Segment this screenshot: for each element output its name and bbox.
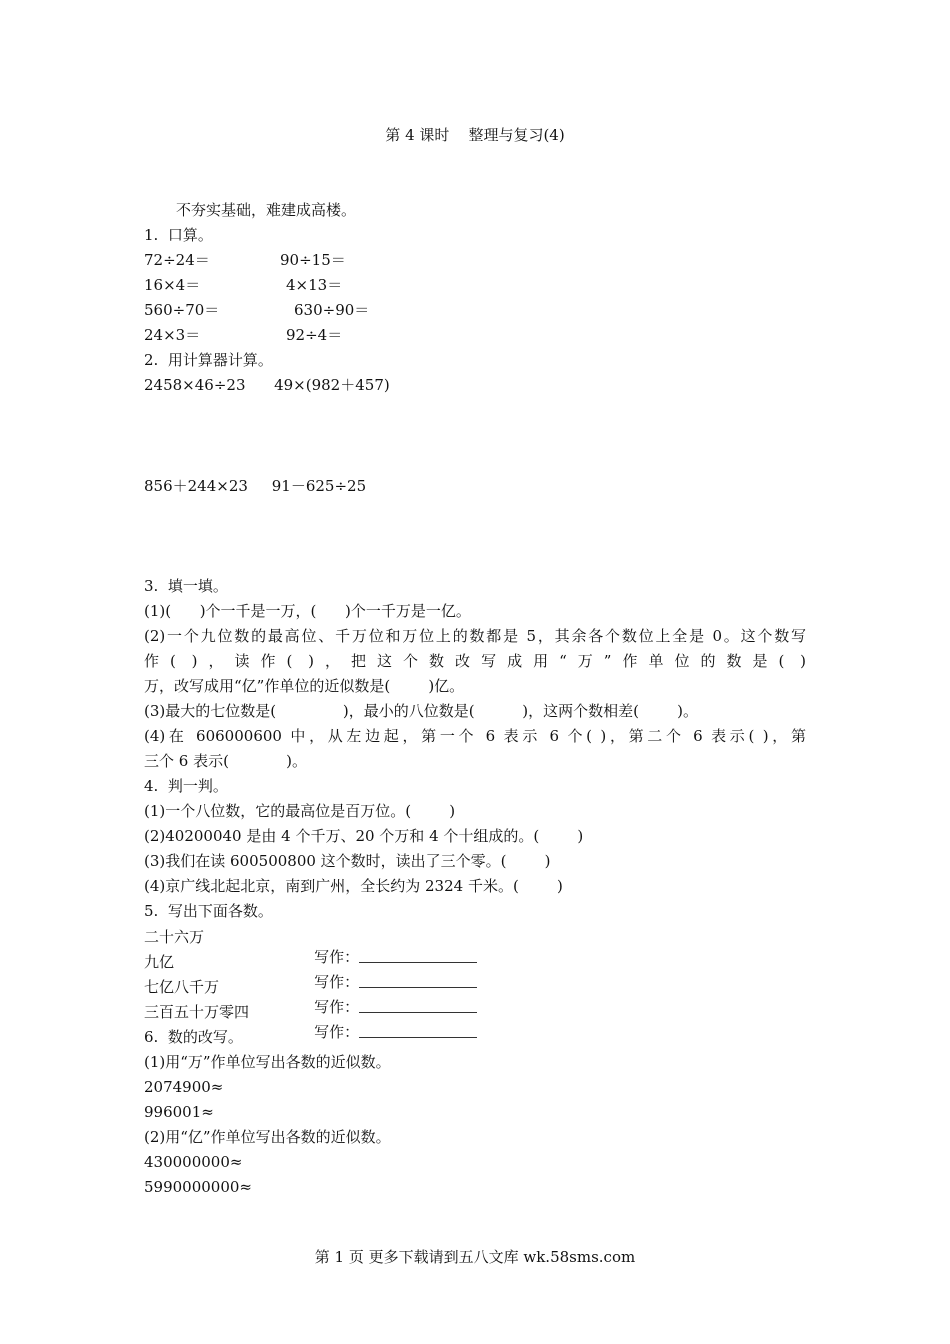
q5-write-label: 写作： bbox=[314, 973, 360, 991]
page-footer: 第 1 页 更多下载请到五八文库 wk.58sms.com bbox=[314, 1248, 636, 1266]
q6-item: 2074900≈ bbox=[144, 1078, 224, 1096]
page-title: 第 4 课时 整理与复习(4) bbox=[385, 126, 565, 144]
q3-line: (3)最大的七位数是( )，最小的八位数是( )，这两个数相差( )。 bbox=[144, 702, 698, 720]
q1-item: 72÷24＝ bbox=[144, 251, 210, 269]
q6-item: 996001≈ bbox=[144, 1103, 214, 1121]
q6-heading: 6. 数的改写。 bbox=[144, 1028, 243, 1046]
q3-line: 作( )，读作( )，把这个数改写成用“万”作单位的数是( ) bbox=[144, 652, 806, 670]
q5-item: 七亿八千万 bbox=[144, 978, 220, 996]
q3-line: 三个 6 表示( )。 bbox=[144, 752, 308, 770]
q1-item: 90÷15＝ bbox=[280, 251, 346, 269]
q3-line: (1)( )个一千是一万，( )个一千万是一亿。 bbox=[144, 602, 471, 620]
q1-item: 16×4＝ bbox=[144, 276, 201, 294]
q6-part: (1)用“万”作单位写出各数的近似数。 bbox=[144, 1053, 391, 1071]
q3-line: (4)在 606000600 中，从左边起，第一个 6 表示 6 个( )，第二个 6 表示( )，第 bbox=[144, 727, 806, 745]
answer-blank[interactable] bbox=[359, 1024, 477, 1038]
q4-item: (4)京广线北起北京，南到广州，全长约为 2324 千米。( ) bbox=[144, 877, 563, 895]
q1-heading: 1. 口算。 bbox=[144, 226, 213, 244]
q5-write-label: 写作： bbox=[314, 1023, 360, 1041]
q5-write-label: 写作： bbox=[314, 948, 360, 966]
motto: 不夯实基础，难建成高楼。 bbox=[176, 201, 357, 219]
q1-item: 4×13＝ bbox=[286, 276, 343, 294]
q6-item: 430000000≈ bbox=[144, 1153, 243, 1171]
q1-item: 92÷4＝ bbox=[286, 326, 343, 344]
q5-heading: 5. 写出下面各数。 bbox=[144, 902, 273, 920]
q1-item: 630÷90＝ bbox=[294, 301, 370, 319]
q4-item: (1)一个八位数，它的最高位是百万位。( ) bbox=[144, 802, 456, 820]
q2-heading: 2. 用计算器计算。 bbox=[144, 351, 273, 369]
q3-heading: 3. 填一填。 bbox=[144, 577, 228, 595]
q4-item: (3)我们在读 600500800 这个数时，读出了三个零。( ) bbox=[144, 852, 551, 870]
q4-item: (2)40200040 是由 4 个千万、20 个万和 4 个十组成的。( ) bbox=[144, 827, 584, 845]
q5-write-label: 写作： bbox=[314, 998, 360, 1016]
q2-row: 856＋244×23 91－625÷25 bbox=[144, 477, 367, 495]
q4-heading: 4. 判一判。 bbox=[144, 777, 228, 795]
q2-row: 2458×46÷23 49×(982＋457) bbox=[144, 376, 390, 394]
q5-item: 三百五十万零四 bbox=[144, 1003, 250, 1021]
q1-item: 560÷70＝ bbox=[144, 301, 220, 319]
q5-item: 九亿 bbox=[144, 953, 175, 971]
q5-item: 二十六万 bbox=[144, 928, 205, 946]
q3-line: 万，改写成用“亿”作单位的近似数是( )亿。 bbox=[144, 677, 465, 695]
q3-line: (2)一个九位数的最高位、千万位和万位上的数都是 5，其余各个数位上全是 0。这个数写 bbox=[144, 627, 806, 645]
q1-item: 24×3＝ bbox=[144, 326, 201, 344]
q6-part: (2)用“亿”作单位写出各数的近似数。 bbox=[144, 1128, 391, 1146]
q6-item: 5990000000≈ bbox=[144, 1178, 253, 1196]
